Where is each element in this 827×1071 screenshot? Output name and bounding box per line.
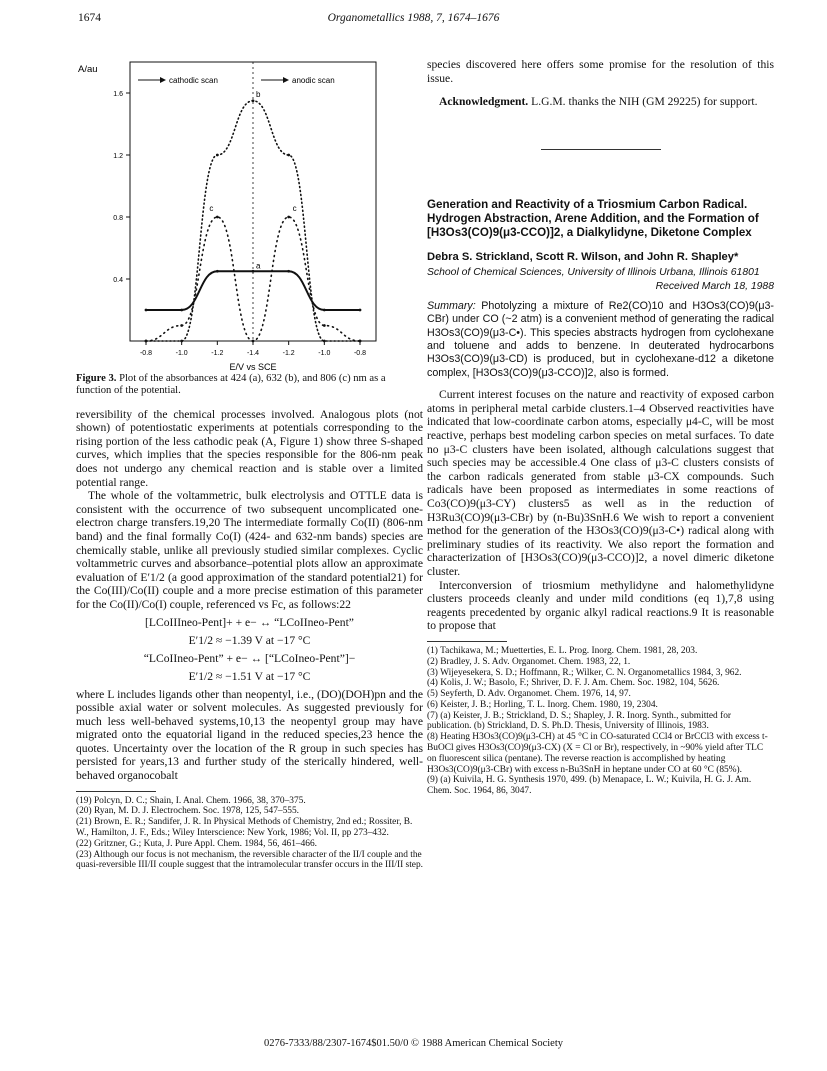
right-column — [427, 58, 774, 797]
anodic-arrowhead — [283, 77, 289, 83]
series-c-point — [145, 340, 148, 343]
page-footer: 0276-7333/88/2307-1674$01.50/0 © 1988 American Chemical Society — [263, 1038, 564, 1049]
footnote: (8) Heating H3Os3(CO)9(μ3-CH) at 45 °C in CO-saturated CCl4 or BrCCl3 with excess t-BuOCl gives H3Os3(CO)9(μ3-CX) (X = Cl or Br), respectively, in ~90% yield after TLC on fluorescent silica (pentane). The reverse reaction is accomplished by heating H3Os3(CO)9(μ3-CBr) with excess n-Bu3SnH in heptane under CO at 60 °C (85%). — [427, 732, 768, 775]
figure-caption — [76, 373, 423, 398]
figure-3 — [76, 58, 423, 372]
section-divider — [541, 149, 661, 150]
x-tick-label: -0.8 — [353, 350, 367, 357]
received-date: Received March 18, 1988 — [655, 280, 774, 292]
equation-value: E′1/2 ≈ −1.51 V at −17 °C — [188, 669, 311, 683]
series-a-point — [216, 270, 219, 273]
caption-text: Plot of the absorbances at 424 (a), 632 (b), and 806 (c) nm as a function of the potential. — [76, 373, 386, 397]
footnote-rule — [427, 641, 507, 642]
paragraph: species discovered here offers some promise for the resolution of this issue. — [427, 58, 774, 85]
equation-value: E′1/2 ≈ −1.39 V at −17 °C — [188, 633, 311, 647]
series-a-point — [180, 309, 183, 312]
ack-label: Acknowledgment. — [439, 95, 529, 109]
x-tick-label: -1.4 — [246, 350, 260, 357]
series-a-point — [323, 309, 326, 312]
article-title: Generation and Reactivity of a Triosmium Carbon Radical. Hydrogen Abstraction, Arene Addition, and the Formation of [H3Os3(CO)9(μ3-CCO)]2, a Dialkylidyne, Diketone Complex — [427, 197, 759, 239]
x-tick-label: -1.0 — [318, 350, 331, 357]
footnote: (9) (a) Kuivila, H. G. Synthesis 1970, 499. (b) Menapace, L. W.; Kuivila, H. G. J. Am. Chem. Soc. 1964, 86, 3047. — [427, 775, 752, 797]
y-tick-label: 0.4 — [113, 277, 123, 284]
paragraph: Current interest focuses on the nature and reactivity of exposed carbon atoms in peripheral metal carbide clusters.1–4 Observed reactivities have indicated that low-coordinate carbon atoms, especially μ4-C, will be most reactive, perhaps best modeling carbon species on metal surfaces. To date no μ3-C clusters have been isolated, although calculations suggest that such species may be accessible.4 One class of μ3-C clusters consists of the carbon radicals generated from stable μ3-CX compounds. Such radicals have been proposed as intermediates in some reactions of Co3(CO)9(μ3-CY) clusters5 as well as in the reduction of H3Ru3(CO)9(μ3-CBr) by (n-Bu)3SnH.6 We wish to report a convenient method for the generation of the H3Os3(CO)9(μ3-C•) radical along with preliminary studies of its reactivity. We also report the formation and characterization of [H3Os3(CO)9(μ3-CCO)]2, a novel dimeric diketone cluster. — [427, 388, 774, 578]
running-header: Organometallics 1988, 7, 1674–1676 — [327, 12, 500, 24]
summary — [427, 300, 774, 380]
y-tick-label: 0.8 — [113, 215, 123, 222]
series-b-point — [287, 154, 290, 157]
x-axis-label: E/V vs SCE — [229, 362, 277, 372]
footnote: (21) Brown, E. R.; Sandifer, J. R. In Physical Methods of Chemistry, 2nd ed.; Rossiter, B. W., Hamilton, J. F., Eds.; Wiley Interscience: New York, 1986; Vol. II, pp 273–432. — [76, 817, 413, 839]
curve-label: a — [256, 261, 261, 271]
series-a-point — [145, 309, 148, 312]
equation: [LCoIIIneo-Pent]+ + e− ↔ “LCoIIneo-Pent” — [145, 615, 354, 629]
series-a-point — [359, 309, 362, 312]
series-b-point — [323, 340, 326, 343]
footnote-rule — [76, 791, 156, 792]
series-c-point — [359, 340, 362, 343]
footnote: (23) Although our focus is not mechanism, the reversible character of the II/I couple and the quasi-reversible III/II couple suggest that the intramolecular transfer occurs in the III/II step. — [76, 849, 423, 871]
footnote: (4) Kolis, J. W.; Basolo, F.; Shriver, D. F. J. Am. Chem. Soc. 1982, 104, 5626. — [427, 678, 720, 689]
curve-label: c — [209, 204, 214, 213]
paragraph: where L includes ligands other than neopentyl, i.e., (DO)(DOH)pn and the possible axial water or solvent molecules. As suggested previously for much less well-behaved systems,10,13 the neopentyl group may have migrated onto the equatorial ligand in the reduced species,23 hence the quotes. Uncertainty over the location of the R group in such species has persisted for years,13 and further study of the sterically hindered, well-behaved organocobalt — [76, 687, 423, 783]
legend-anodic: anodic scan — [292, 76, 335, 85]
acknowledgment — [427, 95, 774, 109]
left-column — [76, 58, 423, 871]
y-axis-label: A/au — [78, 64, 98, 75]
equation: “LCoIIneo-Pent” + e− ↔ [“LCoIneo-Pent”]− — [143, 651, 356, 665]
y-tick-label: 1.6 — [113, 91, 123, 98]
legend-cathodic: cathodic scan — [169, 76, 218, 85]
affiliation: School of Chemical Sciences, University of Illinois Urbana, Illinois 61801 — [427, 266, 760, 278]
ack-text: L.G.M. thanks the NIH (GM 29225) for support. — [531, 95, 758, 109]
summary-lead: Summary: — [427, 299, 476, 312]
footnote: (22) Gritzner, G.; Kuta, J. Pure Appl. Chem. 1984, 56, 461–466. — [76, 838, 318, 849]
paragraph: The whole of the voltammetric, bulk electrolysis and OTTLE data is consistent with the occurrence of two subsequent uncomplicated one-electron charge transfers.19,20 The intermediate formally Co(II) (806-nm band) and the final formally Co(I) (424- and 632-nm bands) species are chemically stable, unlike all previously studied similar complexes. Cyclic voltammetric curves and absorbance–potential plots allow an approximate evaluation of E′1/2 (a good approximation of the standard potential21) for the Co(III)/Co(II) couple and a more precise estimation of this parameter for the Co(II)/Co(I) couple, referenced vs Fc, as follows:22 — [76, 489, 423, 611]
x-tick-label: -1.0 — [175, 350, 188, 357]
series-c-point — [323, 324, 326, 327]
curve-label: c — [292, 204, 297, 213]
footnote: (5) Seyferth, D. Adv. Organomet. Chem. 1976, 14, 97. — [427, 689, 631, 700]
footnote: (6) Keister, J. B.; Horling, T. L. Inorg. Chem. 1980, 19, 2304. — [427, 699, 658, 710]
series-c-point — [252, 340, 255, 343]
caption-label: Figure 3. — [76, 373, 117, 384]
x-tick-label: -1.2 — [282, 350, 295, 357]
series-c-point — [216, 216, 219, 219]
footnote: (19) Polcyn, D. C.; Shain, I. Anal. Chem. 1966, 38, 370–375. — [76, 795, 306, 806]
x-tick-label: -0.8 — [139, 350, 153, 357]
y-tick-label: 1.2 — [113, 153, 123, 160]
series-b-point — [216, 154, 219, 157]
footnote: (1) Tachikawa, M.; Muetterties, E. L. Prog. Inorg. Chem. 1981, 28, 203. — [427, 645, 698, 656]
absorbance-potential-chart — [76, 58, 423, 372]
footnote: (2) Bradley, J. S. Adv. Organomet. Chem. 1983, 22, 1. — [427, 656, 631, 667]
paragraph: Interconversion of triosmium methylidyne and halomethylidyne clusters proceeds cleanly and under mild conditions (eq 1),7,8 using reagents precedented by organic alkyl radical reactions.9 It is reasonable to propose that — [427, 578, 774, 633]
footnote: (3) Wijeyesekera, S. D.; Hoffmann, R.; Wilker, C. N. Organometallics 1984, 3, 962. — [427, 667, 742, 678]
series-b-point — [180, 340, 183, 343]
curve-label: b — [256, 89, 261, 99]
paragraph: reversibility of the chemical processes involved. Analogous plots (not shown) of potentiostatic experiments at potentials corresponding to the rising portion of the less cathodic peak (A, Figure 1) show three S-shaped curves, which implies that the species responsible for the 806-nm peak does not undergo any chemical reaction and is stable over a limited potential range. — [76, 407, 423, 489]
footnote: (7) (a) Keister, J. B.; Strickland, D. S.; Shapley, J. R. Inorg. Synth., submitted for publication. (b) Strickland, D. S. Ph.D. Thesis, University of Illinois, 1983. — [427, 710, 732, 732]
x-tick-label: -1.2 — [211, 350, 224, 357]
series-b-line — [146, 101, 360, 341]
series-a-point — [287, 270, 290, 273]
series-a-point — [252, 270, 255, 273]
cathodic-arrowhead — [160, 77, 166, 83]
page-number: 1674 — [78, 12, 101, 24]
footnote: (20) Ryan, M. D. J. Electrochem. Soc. 1978, 125, 547–555. — [76, 806, 300, 817]
series-c-point — [287, 216, 290, 219]
article-authors: Debra S. Strickland, Scott R. Wilson, and John R. Shapley* — [427, 250, 739, 263]
series-c-point — [180, 324, 183, 327]
summary-text: Photolyzing a mixture of Re2(CO)10 and H3Os3(CO)9(μ3-CBr) under CO (~2 atm) is a convenient method of generating the radical H3Os3(CO)9(μ3-C•). This species abstracts hydrogen from cyclohexane and toluene and adds to benzene. In deuterated hydrocarbons H3Os3(CO)9(μ3-CD) is produced, but in cyclohexane-d12 a diketone complex, [H3Os3(CO)9(μ3-CCO)]2, also is formed. — [427, 299, 774, 379]
series-b-point — [252, 99, 255, 102]
